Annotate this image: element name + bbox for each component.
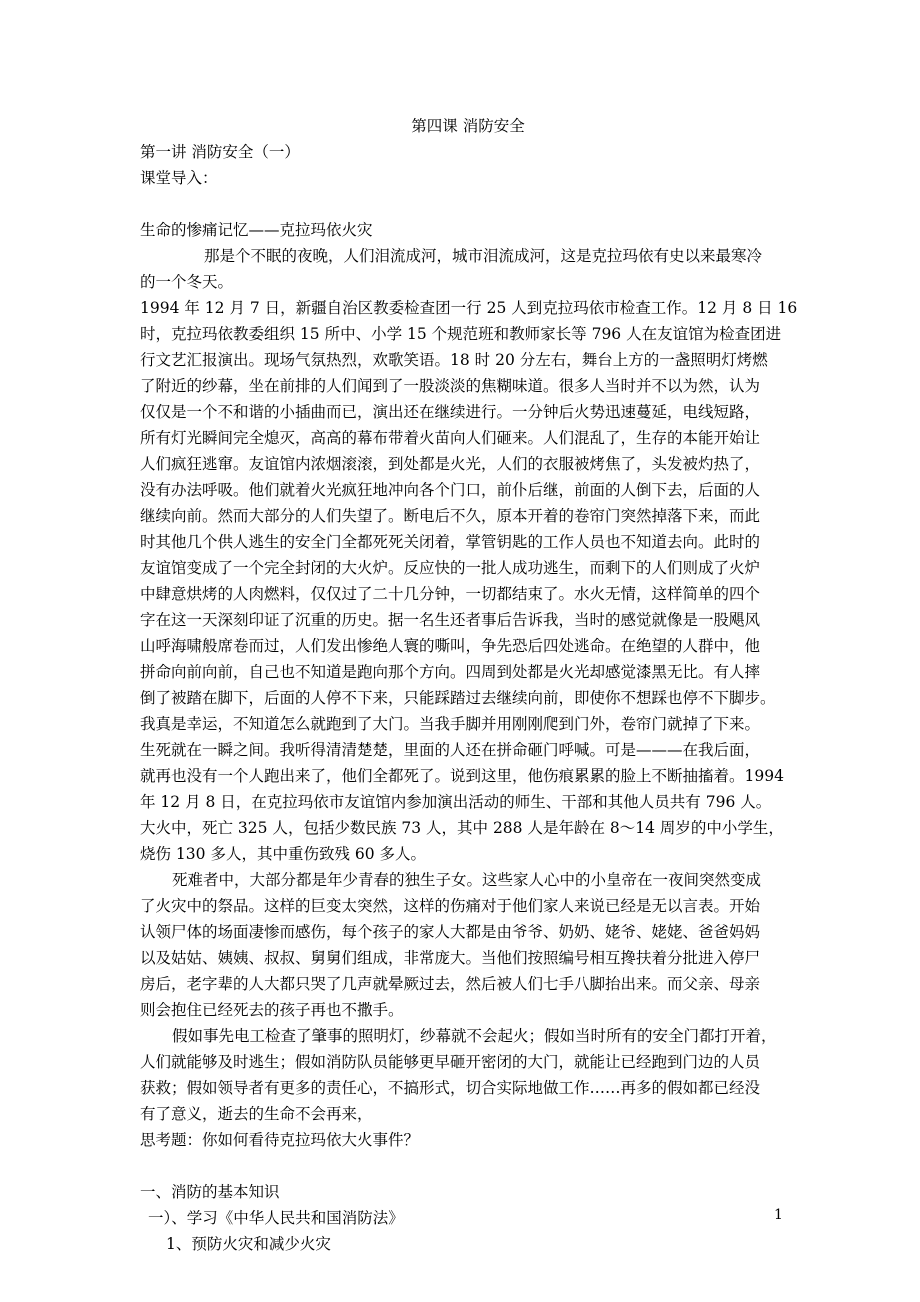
paragraph-line: 了附近的纱幕，坐在前排的人们闻到了一股淡淡的焦糊味道。很多人当时并不以为然，认为 bbox=[140, 377, 761, 395]
paragraph-line: 仅仅是一个不和谐的小插曲而已，演出还在继续进行。一分钟后火势迅速蔓延，电线短路， bbox=[140, 403, 761, 421]
lesson-title: 第四课 消防安全 bbox=[411, 117, 525, 135]
page-number: 1 bbox=[774, 1207, 783, 1223]
paragraph-line: 时，克拉玛依教委组织 15 所中、小学 15 个规范班和教师家长等 796 人在友谊馆为检查团进 bbox=[140, 325, 782, 343]
paragraph-line: 行文艺汇报演出。现场气氛热烈，欢歌笑语。18 时 20 分左右，舞台上方的一盏照明灯烤燃 bbox=[140, 351, 768, 369]
paragraph-line: 获救；假如领导者有更多的责任心，不搞形式，切合实际地做工作……再多的假如都已经没 bbox=[140, 1079, 761, 1097]
paragraph-line: 房后，老字辈的人大都只哭了几声就晕厥过去，然后被人们七手八脚抬出来。而父亲、母亲 bbox=[140, 975, 761, 993]
paragraph-line: 人们就能够及时逃生；假如消防队员能够更早砸开密闭的大门，就能让已经跑到门边的人员 bbox=[140, 1053, 761, 1071]
subsection-heading: 一）、学习《中华人民共和国消防法》 bbox=[148, 1209, 404, 1227]
paragraph-line: 1994 年 12 月 7 日，新疆自治区教委检查团一行 25 人到克拉玛依市检查工作。12 月 8 日 16 bbox=[140, 299, 798, 317]
item-heading: 1、预防火灾和减少火灾 bbox=[166, 1235, 331, 1253]
paragraph-line: 倒了被踏在脚下，后面的人停不下来，只能踩踏过去继续向前，即使你不想踩也停不下脚步。 bbox=[140, 689, 776, 707]
paragraph-line: 友谊馆变成了一个完全封闭的大火炉。反应快的一批人成功逃生，而剩下的人们则成了火炉 bbox=[140, 559, 761, 577]
section-heading: 一、消防的基本知识 bbox=[140, 1183, 280, 1201]
paragraph-line: 所有灯光瞬间完全熄灭，高高的幕布带着火苗向人们砸来。人们混乱了，生存的本能开始让 bbox=[140, 429, 761, 447]
paragraph-line: 人们疯狂逃窜。友谊馆内浓烟滚滚，到处都是火光，人们的衣服被烤焦了，头发被灼热了， bbox=[140, 455, 761, 473]
paragraph-line: 时其他几个供人逃生的安全门全都死死关闭着，掌管钥匙的工作人员也不知道去向。此时的 bbox=[140, 533, 761, 551]
victims-paragraph bbox=[140, 867, 796, 1023]
paragraph-line: 有了意义，逝去的生命不会再来， bbox=[140, 1105, 373, 1123]
lecture-heading: 第一讲 消防安全（一） bbox=[140, 143, 300, 161]
paragraph-line: 字在这一天深刻印证了沉重的历史。据一名生还者事后告诉我，当时的感觉就像是一股飓风 bbox=[140, 611, 761, 629]
paragraph-line: 的一个冬天。 bbox=[140, 273, 234, 291]
paragraph-line: 假如事先电工检查了肇事的照明灯，纱幕就不会起火；假如当时所有的安全门都打开着， bbox=[172, 1027, 777, 1045]
story-paragraph bbox=[140, 243, 796, 867]
paragraph-line: 年 12 月 8 日，在克拉玛依市友谊馆内参加演出活动的师生、干部和其他人员共有 796 人。 bbox=[140, 793, 772, 811]
paragraph-line: 那是个不眠的夜晚，人们泪流成河，城市泪流成河，这是克拉玛依有史以来最寒冷 bbox=[204, 247, 763, 265]
paragraph-line: 烧伤 130 多人，其中重伤致残 60 多人。 bbox=[140, 845, 427, 863]
blank-line bbox=[140, 1153, 796, 1179]
paragraph-line: 死难者中，大部分都是年少青春的独生子女。这些家人心中的小皇帝在一夜间突然变成 bbox=[172, 871, 762, 889]
paragraph-line: 认领尸体的场面凄惨而感伤，每个孩子的家人大都是由爷爷、奶奶、姥爷、姥姥、爸爸妈妈 bbox=[140, 923, 761, 941]
document-body bbox=[140, 113, 796, 1257]
paragraph-line: 拼命向前向前，自己也不知道是跑向那个方向。四周到处都是火光却感觉漆黑无比。有人摔 bbox=[140, 663, 761, 681]
paragraph-line: 就再也没有一个人跑出来了，他们全都死了。说到这里，他伤痕累累的脸上不断抽搐着。1994 bbox=[140, 767, 784, 785]
paragraph-line: 没有办法呼吸。他们就着火光疯狂地冲向各个门口，前仆后继，前面的人倒下去，后面的人 bbox=[140, 481, 761, 499]
intro-label: 课堂导入： bbox=[140, 169, 218, 187]
paragraph-line: 山呼海啸般席卷而过，人们发出惨绝人寰的嘶叫，争先恐后四处逃命。在绝望的人群中，他 bbox=[140, 637, 761, 655]
paragraph-line: 生死就在一瞬之间。我听得清清楚楚，里面的人还在拼命砸门呼喊。可是———在我后面， bbox=[140, 741, 761, 759]
blank-line bbox=[140, 191, 796, 217]
discussion-question: 思考题：你如何看待克拉玛依大火事件？ bbox=[140, 1131, 420, 1149]
hypothetical-paragraph bbox=[140, 1023, 796, 1127]
paragraph-line: 则会抱住已经死去的孩子再也不撒手。 bbox=[140, 1001, 404, 1019]
paragraph-line: 以及姑姑、姨姨、叔叔、舅舅们组成，非常庞大。当他们按照编号相互搀扶着分批进入停尸 bbox=[140, 949, 761, 967]
paragraph-line: 了火灾中的祭品。这样的巨变太突然，这样的伤痛对于他们家人来说已经是无以言表。开始 bbox=[140, 897, 761, 915]
paragraph-line: 中肆意烘烤的人肉燃料，仅仅过了二十几分钟，一切都结束了。水火无情，这样简单的四个 bbox=[140, 585, 761, 603]
paragraph-line: 继续向前。然而大部分的人们失望了。断电后不久，原本开着的卷帘门突然掉落下来，而此 bbox=[140, 507, 761, 525]
paragraph-line: 大火中，死亡 325 人，包括少数民族 73 人，其中 288 人是年龄在 8～14 周岁的中小学生， bbox=[140, 819, 784, 837]
paragraph-line: 我真是幸运，不知道怎么就跑到了大门。当我手脚并用刚刚爬到门外，卷帘门就掉了下来。 bbox=[140, 715, 761, 733]
story-title: 生命的惨痛记忆——克拉玛依火灾 bbox=[140, 221, 373, 239]
